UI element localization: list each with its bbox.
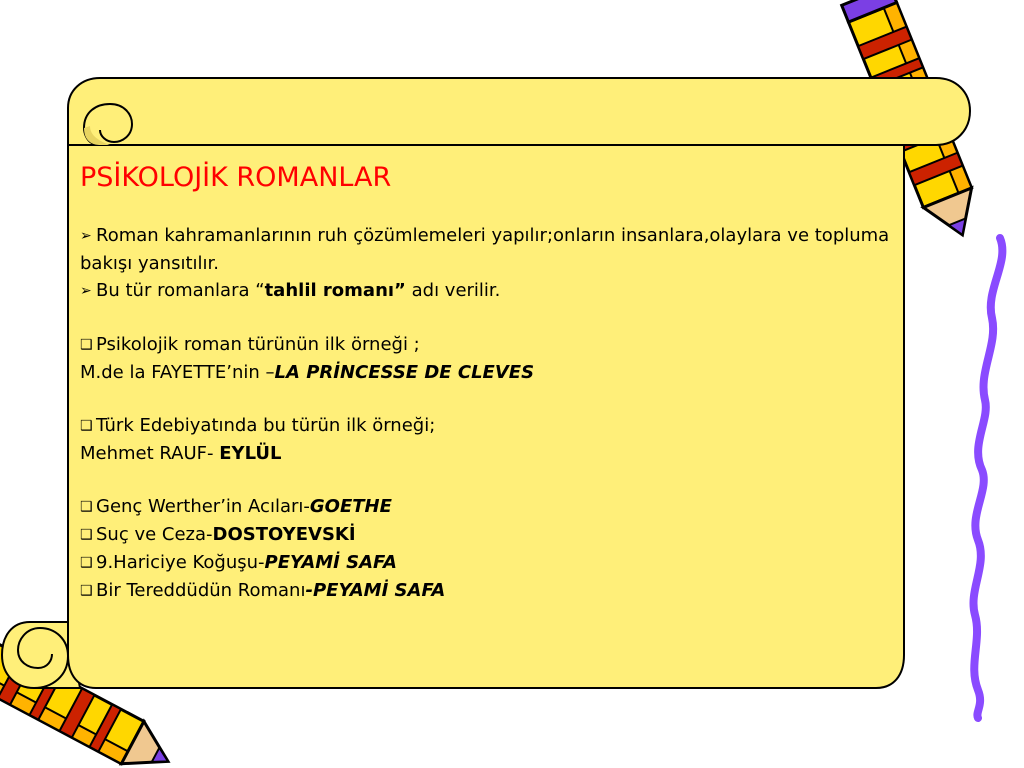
work-item-4: ❑ Bir Tereddüdün Romanı-PEYAMİ SAFA	[80, 577, 890, 605]
square-bullet-icon: ❑	[80, 555, 93, 571]
slide-content	[80, 160, 890, 605]
square-bullet-icon: ❑	[80, 583, 93, 599]
work-item-2: ❑ Suç ve Ceza-DOSTOYEVSKİ	[80, 521, 890, 549]
arrow-bullet-icon: ➢	[80, 283, 92, 299]
square-item-first-psych-novel: ❑ Psikolojik roman türünün ilk örneği ;	[80, 331, 890, 359]
scroll-top-roll	[68, 78, 970, 145]
arrow-bullet-icon: ➢	[80, 228, 92, 244]
work-item-3: ❑ 9.Hariciye Koğuşu-PEYAMİ SAFA	[80, 549, 890, 577]
arrow-item-1: ➢ Roman kahramanlarının ruh çözümlemeleri yapılır;onların insanlara,olaylara ve topluma bakışı yansıtılır.	[80, 225, 890, 274]
square-bullet-icon: ❑	[80, 337, 93, 353]
turkish-first-answer: Mehmet RAUF- EYLÜL	[80, 443, 282, 464]
slide-title: PSİKOLOJİK ROMANLAR	[80, 162, 392, 193]
square-bullet-icon: ❑	[80, 527, 93, 543]
work-item-1: ❑ Genç Werther’in Acıları-GOETHE	[80, 493, 890, 521]
squiggle-line	[973, 238, 1002, 718]
square-bullet-icon: ❑	[80, 499, 93, 515]
square-bullet-icon: ❑	[80, 418, 93, 434]
square-item-turkish-first: ❑ Türk Edebiyatında bu türün ilk örneği;	[80, 412, 890, 440]
arrow-item-2: ➢ Bu tür romanlara “tahlil romanı” adı verilir.	[80, 277, 890, 305]
first-psych-novel-answer: M.de la FAYETTE’nin –LA PRİNCESSE DE CLEVES	[80, 362, 535, 383]
